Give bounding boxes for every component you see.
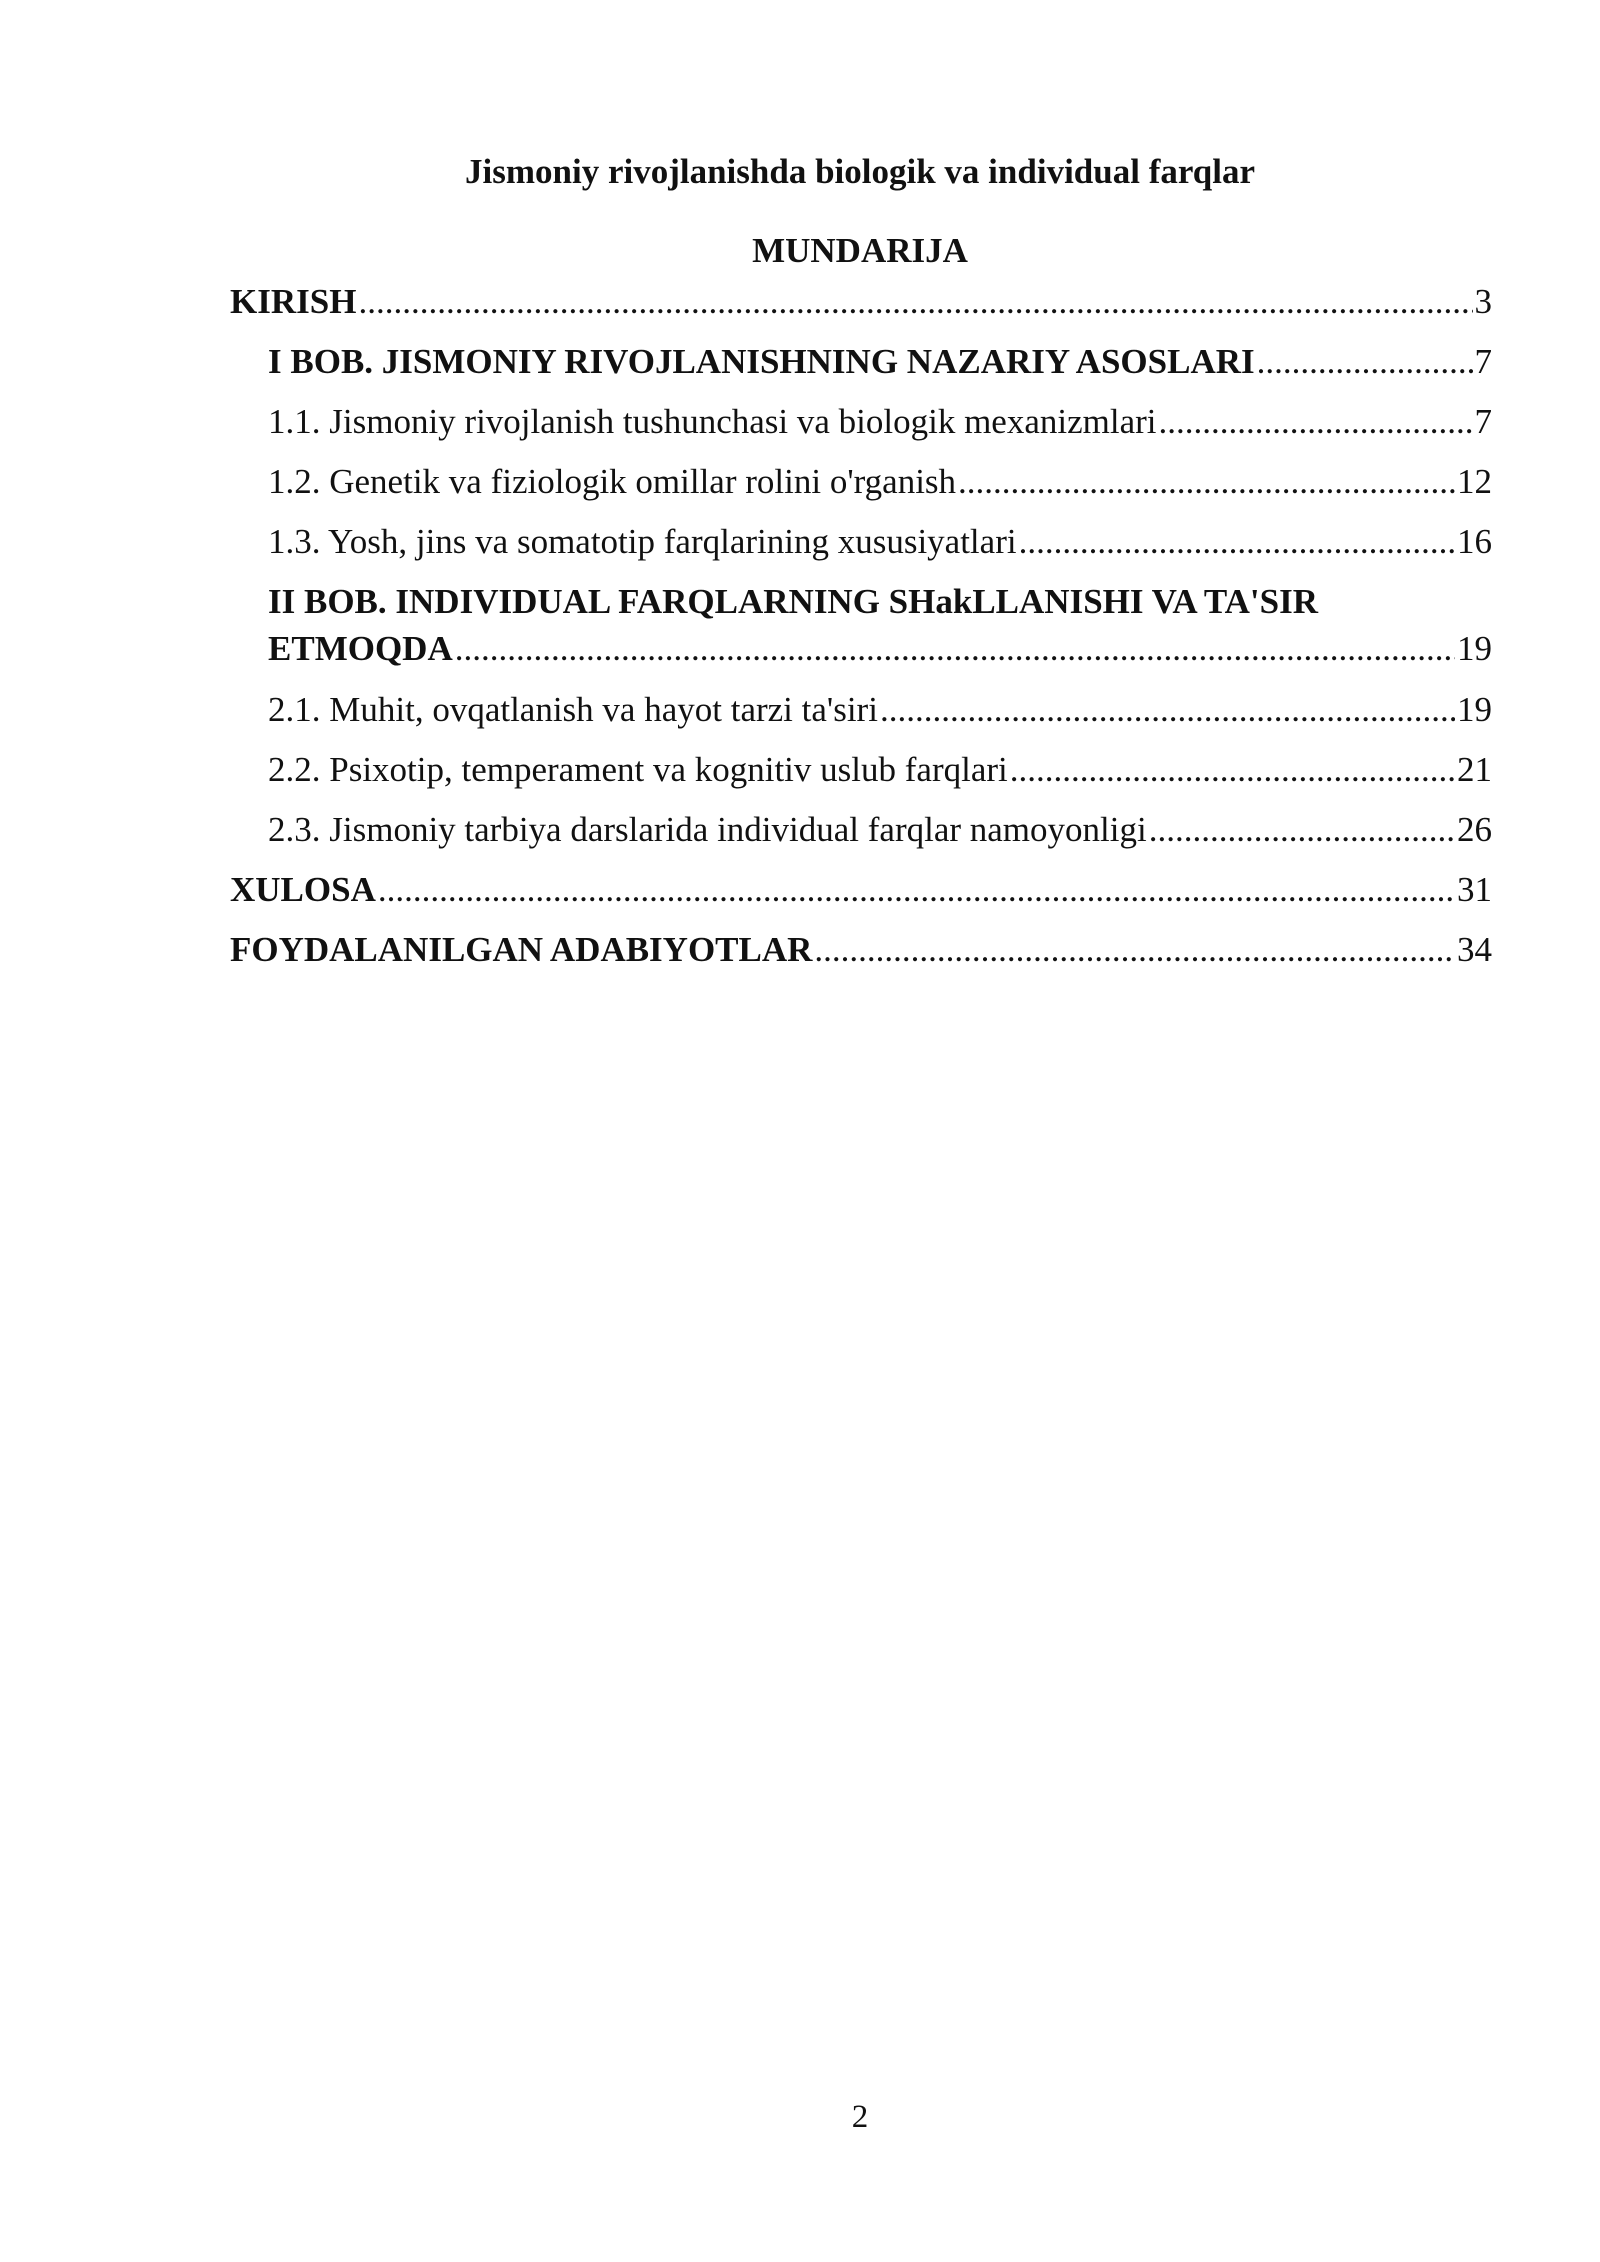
table-of-contents	[230, 0, 1492, 1200]
toc-entry-section-2-2[interactable]	[268, 748, 1492, 792]
toc-dot-leader	[1010, 748, 1455, 792]
toc-heading: MUNDARIJA	[752, 231, 968, 270]
toc-entry-section-1-3[interactable]	[268, 520, 1492, 564]
toc-entry-kirish[interactable]	[230, 280, 1492, 324]
toc-page-number: 12	[1457, 462, 1492, 501]
toc-entry-label: 2.2. Psixotip, temperament va kognitiv uslub farqlari	[268, 750, 1008, 789]
toc-page-number: 7	[1474, 402, 1492, 441]
toc-entry-label: KIRISH	[230, 282, 357, 321]
toc-entry-section-2-1[interactable]	[268, 688, 1492, 732]
toc-entry-adabiyotlar[interactable]	[230, 928, 1492, 972]
toc-dot-leader	[880, 688, 1455, 732]
toc-page-number: 19	[1457, 690, 1492, 729]
toc-dot-leader	[358, 280, 1472, 324]
toc-dot-leader	[958, 460, 1455, 504]
toc-entry-label: 1.3. Yosh, jins va somatotip farqlarining xususiyatlari	[268, 522, 1017, 561]
toc-dot-leader	[814, 928, 1455, 972]
toc-dot-leader	[1149, 808, 1455, 852]
toc-entry-section-1-1[interactable]	[268, 400, 1492, 444]
toc-dot-leader	[455, 627, 1455, 671]
page-number: 2	[851, 2099, 869, 2135]
toc-dot-leader	[378, 868, 1455, 912]
toc-entry-label: I BOB. JISMONIY RIVOJLANISHNING NAZARIY ASOSLARI	[268, 342, 1255, 381]
toc-entry-label: 2.1. Muhit, ovqatlanish va hayot tarzi ta'siri	[268, 690, 878, 729]
toc-dot-leader	[1257, 340, 1473, 384]
toc-entry-xulosa[interactable]	[230, 868, 1492, 912]
toc-entry-label: 1.1. Jismoniy rivojlanish tushunchasi va biologik mexanizmlari	[268, 402, 1157, 441]
toc-entry-chapter-2-line-1[interactable]: II BOB. INDIVIDUAL FARQLARNING SHakLLANISHI VA TA'SIR	[268, 582, 1318, 621]
toc-entry-section-2-3[interactable]	[268, 808, 1492, 852]
toc-page-number: 34	[1457, 930, 1492, 969]
toc-page-number: 16	[1457, 522, 1492, 561]
toc-page-number: 21	[1457, 750, 1492, 789]
toc-dot-leader	[1019, 520, 1455, 564]
toc-page-number: 31	[1457, 870, 1492, 909]
toc-dot-leader	[1159, 400, 1473, 444]
document-title: Jismoniy rivojlanishda biologik va individual farqlar	[465, 152, 1255, 191]
toc-entry-label: FOYDALANILGAN ADABIYOTLAR	[230, 930, 813, 969]
toc-entry-label: XULOSA	[230, 870, 376, 909]
toc-entry-label: 2.3. Jismoniy tarbiya darslarida individual farqlar namoyonligi	[268, 810, 1147, 849]
toc-page-number: 19	[1457, 629, 1492, 668]
toc-entry-chapter-2[interactable]	[268, 627, 1492, 671]
toc-entry-label: ETMOQDA	[268, 629, 453, 668]
toc-entry-section-1-2[interactable]	[268, 460, 1492, 504]
toc-page-number: 7	[1474, 342, 1492, 381]
toc-entry-chapter-1[interactable]	[268, 340, 1492, 384]
toc-entry-label: 1.2. Genetik va fiziologik omillar rolini o'rganish	[268, 462, 957, 501]
toc-page-number: 3	[1474, 282, 1492, 321]
toc-page-number: 26	[1457, 810, 1492, 849]
